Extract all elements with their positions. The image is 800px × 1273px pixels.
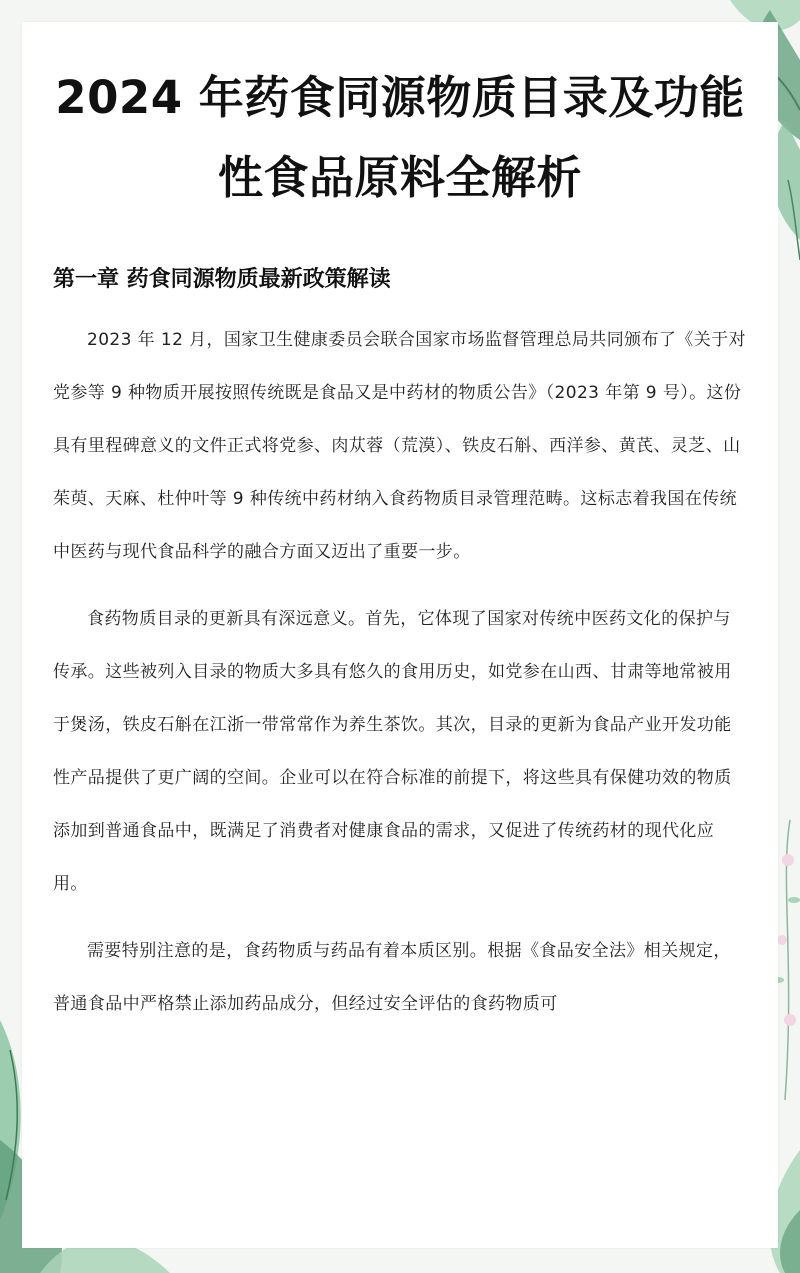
article-body [53,314,747,1045]
chapter-heading: 第一章 药食同源物质最新政策解读 [53,267,391,292]
paragraph: 2023 年 12 月，国家卫生健康委员会联合国家市场监督管理总局共同颁布了《关于对党参等 9 种物质开展按照传统既是食品又是中药材的物质公告》（2023 年第 9 号）。这份具有里程碑意义的文件正式将党参、肉苁蓉（荒漠）、铁皮石斛、西洋参、黄芪、灵芝、山茱萸、天麻、杜仲叶等 9 种传统中药材纳入食药物质目录管理范畴。这标志着我国在传统中医药与现代食品科学的融合方面又迈出了重要一步。 [53,330,746,562]
paragraph: 食药物质目录的更新具有深远意义。首先，它体现了国家对传统中医药文化的保护与传承。这些被列入目录的物质大多具有悠久的食用历史，如党参在山西、甘肃等地常被用于煲汤，铁皮石斛在江浙一带常常作为养生茶饮。其次，目录的更新为食品产业开发功能性产品提供了更广阔的空间。企业可以在符合标准的前提下，将这些具有保健功效的物质添加到普通食品中，既满足了消费者对健康食品的需求，又促进了传统药材的现代化应用。 [53,609,732,894]
page-fade [22,1210,778,1248]
document-title: 2024 年药食同源物质目录及功能性食品原料全解析 [55,71,745,204]
paragraph: 需要特别注意的是，食药物质与药品有着本质区别。根据《食品安全法》相关规定，普通食品中严格禁止添加药品成分，但经过安全评估的食药物质可 [53,941,731,1014]
